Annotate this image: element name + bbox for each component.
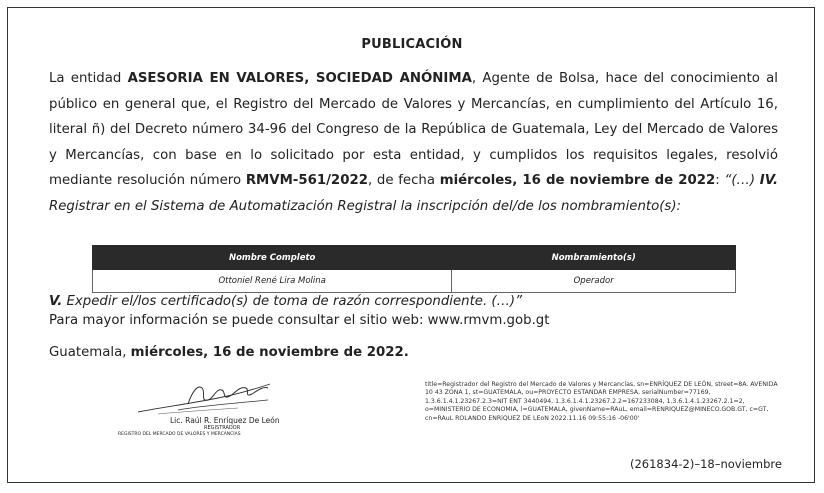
table-header-row <box>93 246 736 270</box>
body-text: La entidad <box>49 71 128 86</box>
signer-organization: REGISTRO DEL MERCADO DE VALORES Y MERCANCÍAS <box>118 432 241 437</box>
digital-signature-details: title=Registrador del Registro del Mercado de Valores y Mercancías, sn=ENRÍQUEZ DE LEÓN, street=8A. AVENIDA 10 43 ZONA 1, st=GUATEMALA, ou=PROYECTO ESTANDAR EMPRESA, serialNumber=77169, 1.3.6.1.4.1.23267.2.3=NIT ENT 3440494, 1.3.6.1.4.1.23267.2.2=167233084, 1.3.6.1.4.1.23267.2.1=2, o=MINISTERIO DE ECONOMIA, l=GUATEMALA, givenName=RAuL, email=RENRIQUEZ@MINECO.GOB.GT, c=GT, cn=RAuL ROLANDO ENRiQUEZ DE LEoN 2022.11.16 09:55:16 -06'00' <box>425 381 778 422</box>
quote-open: “(…) <box>724 173 760 188</box>
signature-block <box>118 374 288 454</box>
publication-reference: (261834-2)–18–noviembre <box>630 457 782 471</box>
table-row <box>93 270 736 293</box>
entity-name: ASESORIA EN VALORES, SOCIEDAD ANÓNIMA <box>127 71 472 86</box>
body-text: , Agente de Bolsa, hace del conocimiento al público en general que, el Registro del Mercado de Valores y Mercancías, en cumplimiento del Artículo 16, literal ñ) del Decreto número 34-96 del Congreso de la República de Guatemala, Ley del Mercado de Valores y Mercancías, con base en lo solicitado por esta entidad, y cumplidos los requisitos legales, resolvió mediante resolución número <box>49 71 778 188</box>
quote-text: Registrar en el Sistema de Automatización Registral la inscripción del/de los nombramiento(s): <box>49 198 682 214</box>
appointments-table <box>92 245 736 293</box>
body-text: : <box>715 173 725 188</box>
expedir-text: Expedir el/los certificado(s) de toma de razón correspondiente. (…)” <box>62 294 522 309</box>
handwritten-signature <box>118 374 288 420</box>
section-v-label: V. <box>49 294 63 309</box>
resolution-number: RMVM-561/2022 <box>245 173 368 188</box>
section-v-text <box>49 294 522 309</box>
signer-role: REGISTRADOR <box>204 425 241 431</box>
cell-full-name: Ottoniel René Lira Molina <box>93 270 452 293</box>
publication-title: PUBLICACIÓN <box>361 37 463 52</box>
header-appointment: Nombramiento(s) <box>452 246 736 270</box>
signer-name: Lic. Raúl R. Enríquez De León <box>170 416 280 425</box>
section-iv-label: IV. <box>759 173 778 188</box>
publication-body <box>49 66 778 219</box>
info-text: Para mayor información se puede consultar el sitio web: www.rmvm.gob.gt <box>49 313 550 328</box>
closing-date: miércoles, 16 de noviembre de 2022. <box>130 345 409 360</box>
closing-place: Guatemala, <box>49 345 131 360</box>
header-full-name: Nombre Completo <box>93 246 452 270</box>
body-text: , de fecha <box>367 173 440 188</box>
cell-appointment: Operador <box>452 270 736 293</box>
resolution-date: miércoles, 16 de noviembre de 2022 <box>439 173 716 188</box>
closing-line <box>49 345 409 360</box>
